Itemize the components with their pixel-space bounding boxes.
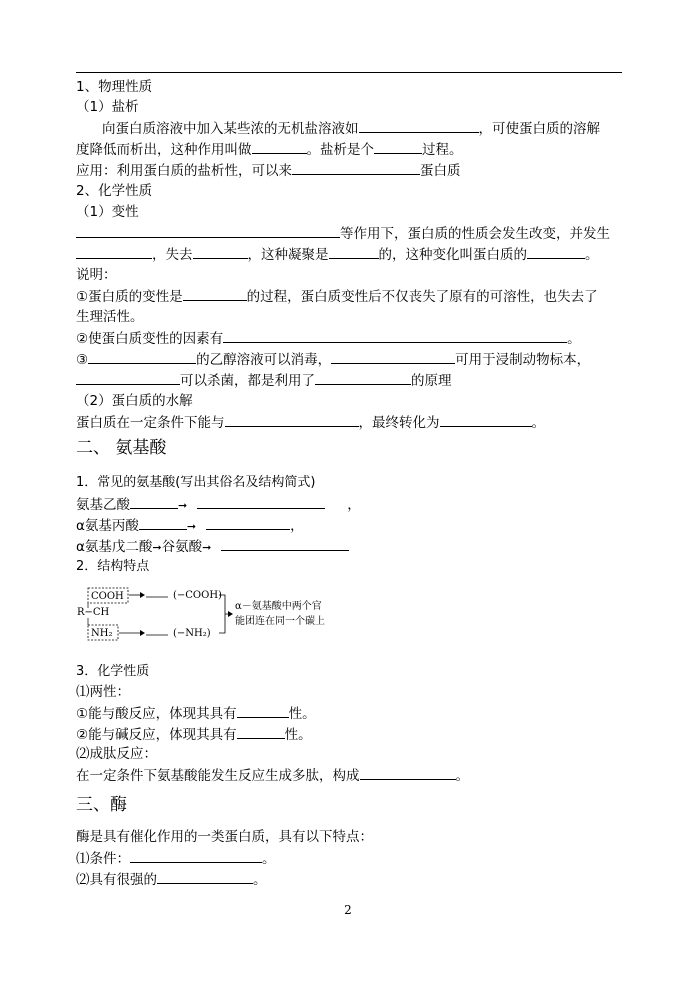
paragraph: 酶是具有催化作用的一类蛋白质，具有以下特点： bbox=[76, 829, 373, 845]
fill-blank[interactable] bbox=[360, 765, 456, 780]
fill-blank[interactable] bbox=[76, 223, 340, 238]
arrow-icon: ➞ bbox=[202, 541, 212, 554]
subsection-denaturation: （1）变性 bbox=[76, 204, 139, 220]
paragraph: α氨基戊二酸➞谷氨酸➞ bbox=[76, 536, 349, 558]
heading-amino-acids: 二、 氨基酸 bbox=[76, 438, 167, 458]
cooh-group-label: (−COOH) bbox=[173, 590, 222, 601]
paragraph: 应用：利用蛋白质的盐析性，可以来 蛋白质 bbox=[76, 160, 461, 181]
fill-blank[interactable] bbox=[206, 515, 290, 530]
heading-enzymes: 三、酶 bbox=[76, 795, 127, 815]
paragraph: 1．常见的氨基酸(写出其俗名及结构简式) bbox=[76, 475, 316, 490]
arrow-icon: ➞ bbox=[178, 499, 188, 512]
fill-blank[interactable] bbox=[237, 703, 289, 718]
paragraph: ③ 的乙醇溶液可以消毒， 可用于浸制动物标本， bbox=[76, 349, 590, 370]
fill-blank[interactable] bbox=[237, 724, 285, 739]
fill-blank[interactable] bbox=[440, 412, 532, 427]
arrow-icon: ➞ bbox=[186, 520, 197, 533]
paragraph: 向蛋白质溶液中加入某些浓的无机盐溶液如 ，可使蛋白质的溶解 bbox=[102, 118, 600, 139]
subsection-salting-out: （1）盐析 bbox=[76, 99, 139, 115]
paragraph: 在一定条件下氨基酸能发生反应生成多肽，构成 。 bbox=[76, 765, 469, 786]
fill-blank[interactable] bbox=[225, 412, 359, 427]
paragraph: ②能与碱反应，体现其具有 性。 bbox=[76, 724, 312, 745]
paragraph: 蛋白质在一定条件下能与 ，最终转化为 。 bbox=[76, 412, 545, 433]
fill-blank[interactable] bbox=[527, 244, 585, 259]
fill-blank[interactable] bbox=[139, 515, 187, 530]
fill-blank[interactable] bbox=[157, 869, 253, 884]
fill-blank[interactable] bbox=[331, 349, 455, 364]
fill-blank[interactable] bbox=[223, 328, 567, 343]
fill-blank[interactable] bbox=[88, 349, 196, 364]
paragraph: 生理活性。 bbox=[76, 309, 144, 325]
paragraph: ①能与酸反应，体现其具有 性。 bbox=[76, 703, 316, 724]
paragraph: 度降低而析出，这种作用叫做 。盐析是个 过程。 bbox=[76, 139, 463, 160]
section-physical: 1、物理性质 bbox=[76, 79, 153, 95]
header-rule bbox=[76, 72, 622, 73]
cooh-label: COOH bbox=[91, 591, 124, 602]
subsection-hydrolysis: （2）蛋白质的水解 bbox=[76, 393, 193, 409]
fill-blank[interactable] bbox=[76, 370, 180, 385]
fill-blank[interactable] bbox=[221, 536, 349, 551]
fill-blank[interactable] bbox=[130, 494, 178, 509]
fill-blank[interactable] bbox=[183, 286, 247, 301]
fill-blank[interactable] bbox=[130, 848, 262, 863]
paragraph: ⑵具有很强的 。 bbox=[76, 869, 267, 890]
page-number: 2 bbox=[344, 903, 352, 917]
fill-blank[interactable] bbox=[76, 244, 152, 259]
paragraph: 2．结构特点 bbox=[76, 559, 150, 574]
fill-blank[interactable] bbox=[315, 370, 411, 385]
diagram-note: α－氨基酸中两个官 bbox=[235, 601, 322, 612]
nh2-group-label: (−NH₂) bbox=[173, 628, 211, 639]
paragraph: 等作用下，蛋白质的性质会发生改变，并发生 bbox=[76, 223, 610, 244]
fill-blank[interactable] bbox=[359, 118, 479, 133]
arrow-icon: ➞ bbox=[152, 541, 162, 554]
paragraph: α氨基丙酸 ➞ ， bbox=[76, 515, 304, 537]
paragraph: 氨基乙酸 ➞ ， bbox=[76, 494, 361, 516]
fill-blank[interactable] bbox=[292, 160, 420, 175]
fill-blank[interactable] bbox=[374, 139, 422, 154]
section-chemical: 2、化学性质 bbox=[76, 183, 153, 199]
paragraph: ⑴两性： bbox=[76, 684, 130, 700]
paragraph: ⑴条件： 。 bbox=[76, 848, 276, 869]
paragraph: ②使蛋白质变性的因素有 。 bbox=[76, 328, 581, 349]
diagram-note: 能团连在同一个碳上 bbox=[235, 616, 325, 627]
paragraph: 3．化学性质 bbox=[76, 664, 150, 679]
paragraph: 可以杀菌，都是利用了 的原理 bbox=[76, 370, 452, 391]
nh2-label: NH₂ bbox=[91, 628, 113, 639]
fill-blank[interactable] bbox=[193, 244, 248, 259]
amino-acid-structure-diagram bbox=[76, 585, 376, 645]
rch-label: R−CH bbox=[77, 607, 110, 618]
paragraph: ，失去 ，这种凝聚是 的，这种变化叫蛋白质的 。 bbox=[76, 244, 599, 265]
paragraph: ①蛋白质的变性是 的过程，蛋白质变性后不仅丧失了原有的可溶性，也失去了 bbox=[76, 286, 598, 307]
fill-blank[interactable] bbox=[252, 139, 307, 154]
paragraph: ⑵成肽反应： bbox=[76, 746, 157, 762]
note-label: 说明： bbox=[76, 267, 117, 283]
fill-blank[interactable] bbox=[197, 494, 325, 509]
fill-blank[interactable] bbox=[329, 244, 379, 259]
